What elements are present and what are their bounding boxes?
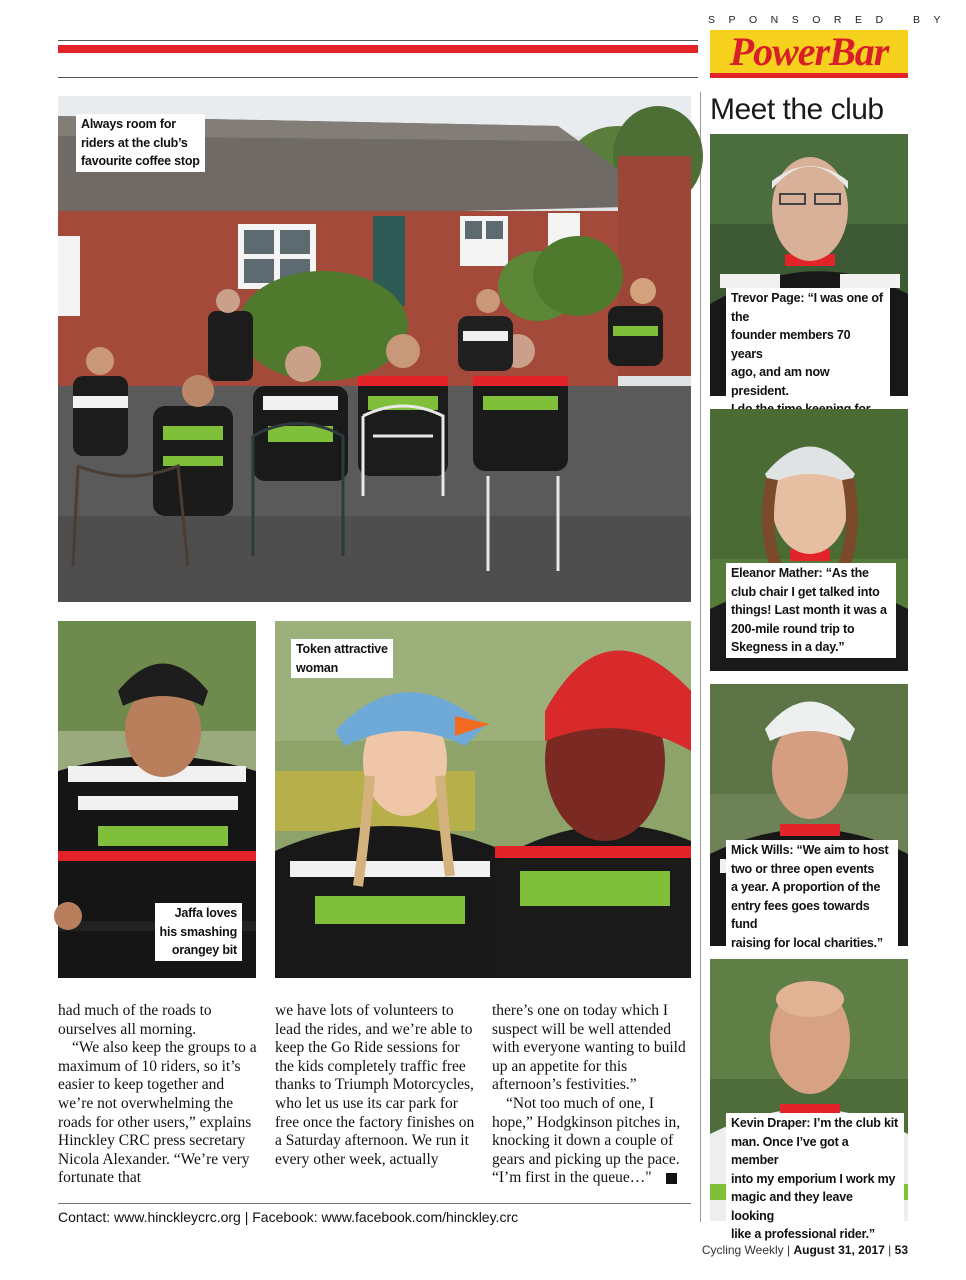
issue-date: August 31, 2017 (793, 1243, 885, 1257)
caption-line: Mick Wills: “We aim to host (731, 843, 889, 857)
sponsored-by-label: SPONSORED BY (708, 14, 955, 26)
coffee-stop-photo (58, 96, 691, 602)
caption-line: entry fees goes towards fund (731, 898, 870, 931)
caption-line: club chair I get talked into (731, 584, 880, 599)
paragraph: “We also keep the groups to a maximum of 10 riders, so it’s easier to keep together and we’re not overwhelming the roads for other users,” explains Hinckley CRC press secretary Nicola Alexander. “We’re very fortunate that (58, 1039, 257, 1187)
paragraph: had much of the roads to ourselves all morning. (58, 1002, 212, 1038)
header-rule-top (58, 40, 698, 41)
caption-line: ago, and am now president. (731, 365, 830, 398)
article-column-1 (58, 1002, 258, 1188)
jaffa-photo (58, 621, 256, 978)
closing-paragraph-text: “Not too much of one, I hope,” Hodgkinson pitches in, knocking it down a couple of gears and picking up the pace. “I’m first in the queue…" (492, 1094, 681, 1187)
header-red-bar (58, 45, 698, 53)
end-mark-icon (666, 1173, 677, 1184)
folio-separator: | (884, 1243, 895, 1257)
caption-line: raising for local charities.” (731, 935, 883, 950)
member-photo-kevin (710, 959, 908, 1241)
main-photo-caption (76, 114, 205, 172)
caption-line: Skegness in a day.” (731, 640, 845, 654)
paragraph: there’s one on today which I suspect will be well attended with everyone wanting to build up an appetite for this afternoon’s festivities.” (492, 1002, 686, 1094)
footer-rule (58, 1203, 691, 1204)
member-caption-eleanor (726, 563, 896, 658)
caption-line: favourite coffee stop (81, 154, 200, 168)
caption-line: Eleanor Mather: “As the (731, 566, 869, 580)
caption-line: Kevin Draper: I’m the club kit (731, 1116, 898, 1130)
jaffa-photo-caption (155, 903, 242, 961)
page-number: 53 (894, 1243, 908, 1257)
caption-line: into my emporium I work my (731, 1171, 896, 1186)
paragraph: we have lots of volunteers to lead the rides, and we’re able to keep the Go Ride sessions for the kids completely traffic free thanks to Triumph Motorcycles, who let us use its car park for free once the factory finishes on a Saturday afternoon. We run it every other week, actually (275, 1002, 475, 1168)
caption-line: two or three open events (731, 861, 875, 876)
column-divider (700, 92, 701, 1222)
caption-line: things! Last month it was a (731, 603, 887, 617)
caption-line: a year. A proportion of the (731, 880, 881, 894)
caption-line: Jaffa loves (174, 906, 237, 920)
powerbar-logo (710, 30, 908, 78)
paragraph (492, 1095, 692, 1188)
token-woman-photo (275, 621, 691, 978)
member-photo-mick (710, 684, 908, 950)
caption-line: magic and they leave looking (731, 1190, 853, 1223)
caption-line: his smashing (159, 924, 237, 939)
member-caption-mick (726, 840, 898, 953)
publication-name: Cycling Weekly (701, 1243, 784, 1257)
woman-photo-caption (291, 639, 393, 678)
meet-the-club-title: Meet the club (710, 93, 884, 126)
caption-line: man. Once I’ve got a member (731, 1134, 849, 1167)
caption-line: orangey bit (171, 943, 237, 957)
page-folio (702, 1243, 908, 1257)
contact-line[interactable]: Contact: www.hinckleycrc.org | Facebook: www.facebook.com/hinckley.crc (58, 1209, 519, 1225)
caption-line: Always room for (81, 117, 176, 131)
article-column-3 (492, 1002, 692, 1188)
article-column-2 (275, 1002, 475, 1169)
member-photo-trevor (710, 134, 908, 396)
folio-separator: | (787, 1243, 794, 1257)
caption-line: founder members 70 years (731, 328, 851, 361)
caption-line: riders at the club’s (81, 135, 188, 150)
caption-line: 200-mile round trip to (731, 621, 855, 636)
caption-line: Token attractive (296, 642, 388, 656)
member-photo-eleanor (710, 409, 908, 671)
caption-line: woman (296, 660, 339, 675)
powerbar-logo-text: PowerBar (729, 29, 889, 74)
caption-line: like a professional rider.” (731, 1227, 875, 1241)
member-caption-kevin (726, 1113, 904, 1245)
caption-line: Trevor Page: “I was one of the (731, 291, 883, 324)
header-rule-bottom (58, 77, 698, 78)
